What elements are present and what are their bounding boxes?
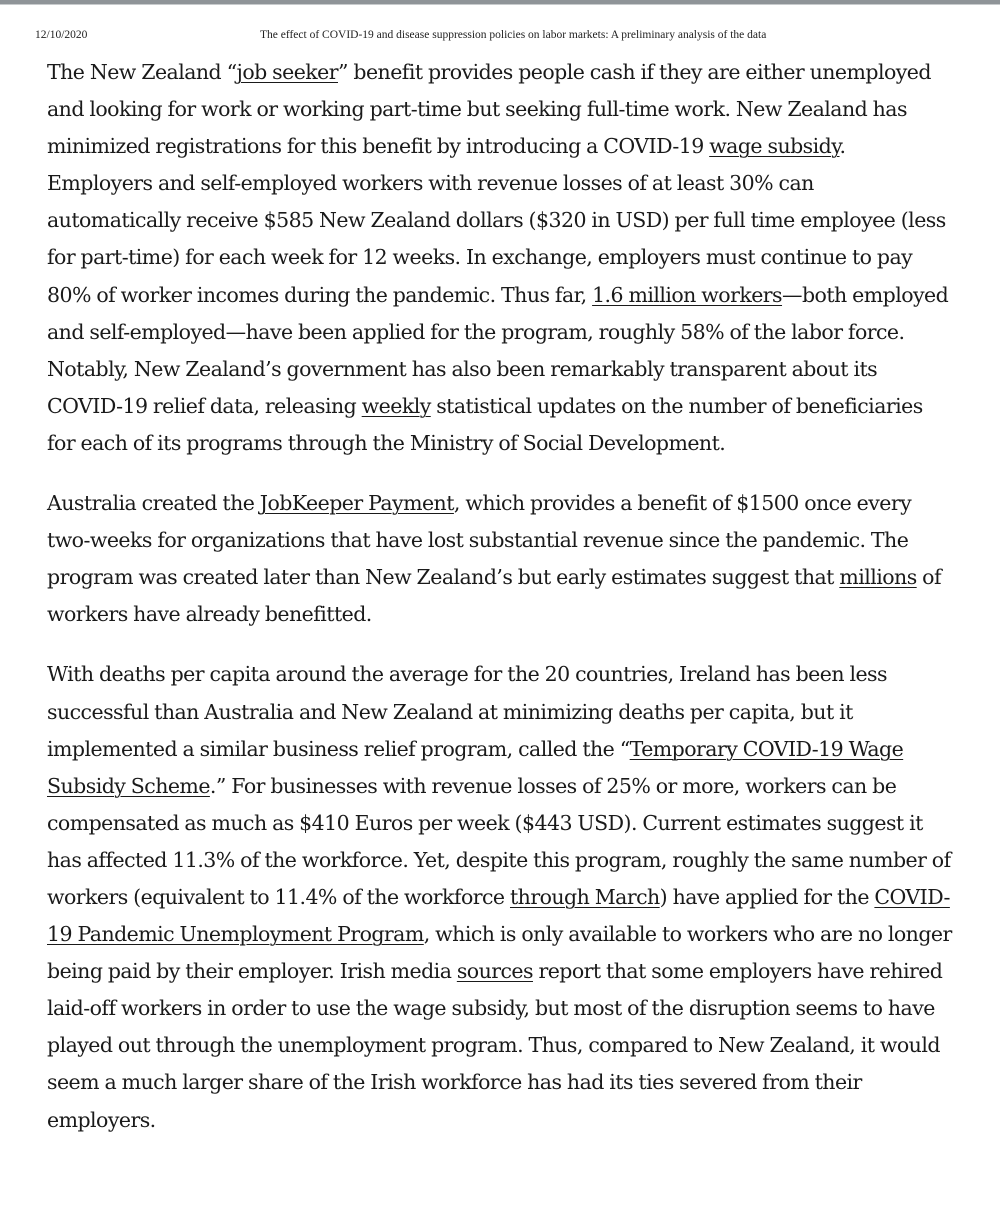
text-segment: .” For businesses with revenue losses of 25% or more, workers can be compensated as much as $410 Euros per week ($443 USD). Current estimates suggest it has affected 11.3% of the workforce. Yet, despite this program, roughly the same number of workers (equivalent to 11.4% of the workforce [47,773,951,909]
link-pandemic-unemployment-program[interactable]: COVID-19 Pandemic Unemployment Program [47,884,950,947]
text-segment: , which is only available to workers who are no longer being paid by their employer. Irish media [47,922,952,984]
paragraph-australia [47,485,952,633]
text-segment: —both employed and self-employed—have been applied for the program, roughly 58% of the labor force. Notably, New Zealand’s government has also been remarkably transparent about its COVID-19 relief data, releasing [47,282,949,418]
link-wage-subsidy[interactable]: wage subsidy [709,134,840,159]
link-temporary-wage-subsidy-scheme[interactable]: Temporary COVID-19 Wage Subsidy Scheme [47,736,904,798]
text-segment: , which provides a benefit of $1500 once every two-weeks for organizations that have lost substantial revenue since the pandemic. The program was created later than New Zealand’s but early estimates suggest that [47,491,912,590]
text-segment: report that some employers have rehired laid-off workers in order to use the wage subsidy, but most of the disruption seems to have played out through the unemployment program. Thus, compared to New Zealand, it would seem a much larger share of the Irish workforce has had its ties severed from their employers. [47,959,943,1132]
text-segment: ) have applied for the [659,884,875,909]
link-1-6-million-workers[interactable]: 1.6 million workers [592,282,783,307]
paragraph-ireland [47,656,952,1138]
text-segment: statistical updates on the number of beneficiaries for each of its programs through the Ministry of Social Development. [47,393,923,455]
text-segment: Australia created the [47,491,260,516]
link-sources[interactable]: sources [456,959,533,984]
print-date: 12/10/2020 [35,29,88,41]
window-top-border [0,0,1000,5]
text-segment: With deaths per capita around the average for the 20 countries, Ireland has been less successful than Australia and New Zealand at minimizing deaths per capita, but it implemented a similar business relief program, called the “ [47,662,887,761]
paragraph-new-zealand [47,54,952,462]
print-page-title: The effect of COVID-19 and disease suppression policies on labor markets: A preliminary analysis of the data [260,29,767,41]
print-header [0,29,1000,45]
text-segment: ” benefit provides people cash if they are either unemployed and looking for work or working part-time but seeking full-time work. New Zealand has minimized registrations for this benefit by introducing a COVID-19 [47,60,931,159]
text-segment: . Employers and self-employed workers with revenue losses of at least 30% can automatically receive $585 New Zealand dollars ($320 in USD) per full time employee (less for part-time) for each week for 12 weeks. In exchange, employers must continue to pay 80% of worker incomes during the pandemic. Thus far, [47,134,946,307]
link-millions[interactable]: millions [839,565,917,590]
article-body [47,54,952,1162]
link-job-seeker[interactable]: job seeker [236,60,338,84]
text-segment: The New Zealand “ [47,60,237,84]
text-segment: of workers have already benefitted. [47,565,941,627]
link-through-march[interactable]: through March [509,884,660,909]
link-jobkeeper-payment[interactable]: JobKeeper Payment [259,491,454,516]
link-weekly[interactable]: weekly [361,393,431,418]
